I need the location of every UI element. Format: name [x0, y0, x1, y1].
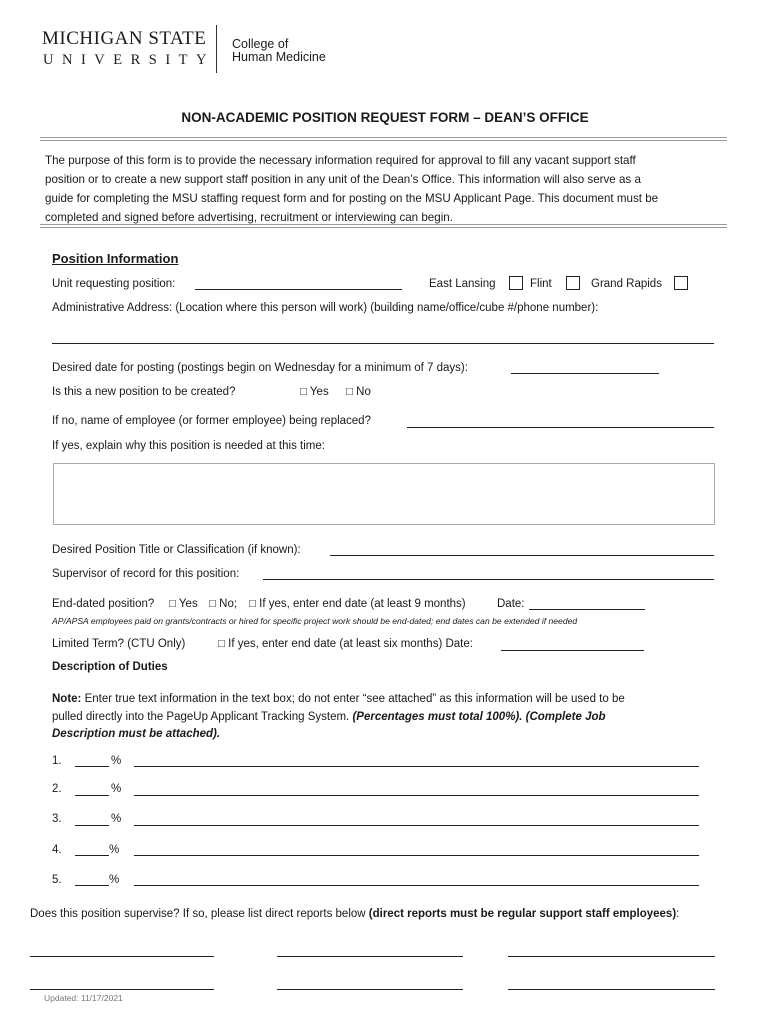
intro-line: The purpose of this form is to provide the necessary information required for approval to fill any vacant support staff — [45, 154, 636, 167]
direct-report-input[interactable] — [508, 989, 715, 990]
note-line2 — [52, 710, 606, 725]
replaced-label: If no, name of employee (or former employee) being replaced? — [52, 415, 371, 427]
flint-label: Flint — [530, 278, 552, 290]
direct-report-input[interactable] — [277, 989, 463, 990]
duty-number: 3. — [52, 813, 62, 825]
title-rule — [40, 137, 727, 141]
msu-logo-wordmark: MICHIGAN STATE — [42, 28, 207, 49]
duty-percent-sign: % — [111, 755, 122, 767]
posting-date-label: Desired date for posting (postings begin on Wednesday for a minimum of 7 days): — [52, 362, 468, 374]
direct-report-input[interactable] — [30, 956, 214, 957]
supervisor-input[interactable] — [263, 579, 714, 580]
end-dated-yes[interactable]: □ Yes — [169, 598, 198, 610]
supervisor-label: Supervisor of record for this position: — [52, 568, 240, 580]
duty-description-input[interactable] — [134, 766, 699, 767]
supervise-question-bold: (direct reports must be regular support staff employees) — [368, 908, 677, 920]
duty-number: 1. — [52, 755, 62, 767]
direct-report-input[interactable] — [277, 956, 463, 957]
msu-logo-university: UNIVERSITY — [43, 52, 215, 68]
limited-term-if-yes[interactable]: □ If yes, enter end date (at least six months) Date: — [218, 638, 473, 650]
end-dated-no[interactable]: □ No; — [209, 598, 238, 610]
flint-checkbox[interactable] — [566, 276, 580, 290]
address-input[interactable] — [52, 343, 714, 344]
note-label: Note: — [52, 693, 82, 705]
supervise-question — [30, 907, 679, 922]
position-info-heading: Position Information — [52, 251, 179, 266]
end-date-label: Date: — [497, 598, 525, 610]
new-position-yes[interactable]: □ Yes — [300, 386, 329, 398]
explain-textbox[interactable] — [53, 463, 715, 525]
direct-report-input[interactable] — [30, 989, 214, 990]
updated-date: Updated: 11/17/2021 — [44, 993, 123, 1003]
intro-line: position or to create a new support staff position in any unit of the Dean’s Office. This information will also serve as a — [45, 173, 641, 186]
end-dated-note: AP/APSA employees paid on grants/contracts or hired for specific project work should be end-dated; end dates can be extended if needed — [52, 616, 578, 626]
duties-heading: Description of Duties — [52, 661, 168, 673]
position-title-input[interactable] — [330, 555, 714, 556]
duty-percent-input[interactable] — [75, 766, 109, 767]
new-position-label: Is this a new position to be created? — [52, 386, 236, 398]
unit-label: Unit requesting position: — [52, 278, 176, 290]
note-text: Enter true text information in the text box; do not enter “see attached” as this information will be used to be — [84, 693, 625, 705]
supervise-colon: : — [676, 908, 680, 920]
unit-input[interactable] — [195, 289, 402, 290]
intro-line: completed and signed before advertising, recruitment or interviewing can begin. — [45, 211, 453, 224]
east-lansing-checkbox[interactable] — [509, 276, 523, 290]
note-line3: Description must be attached). — [52, 728, 221, 740]
intro-line: guide for completing the MSU staffing request form and for posting on the MSU Applicant Page. This document must be — [45, 192, 659, 205]
replaced-input[interactable] — [407, 427, 714, 428]
intro-rule — [40, 224, 727, 228]
duty-percent-input[interactable] — [75, 855, 109, 856]
direct-report-input[interactable] — [508, 956, 715, 957]
duty-percent-sign: % — [109, 844, 120, 856]
duty-percent-sign: % — [111, 813, 122, 825]
grand-rapids-label: Grand Rapids — [591, 278, 662, 290]
explain-label: If yes, explain why this position is needed at this time: — [52, 440, 325, 452]
note-line1 — [52, 692, 625, 707]
duty-description-input[interactable] — [134, 825, 699, 826]
duty-percent-input[interactable] — [75, 795, 109, 796]
note-percentages: (Percentages must total 100%). (Complete Job — [352, 711, 606, 723]
logo-divider — [216, 25, 217, 73]
duty-number: 4. — [52, 844, 62, 856]
duty-percent-input[interactable] — [75, 825, 109, 826]
college-name-line1: College of — [232, 37, 289, 51]
duty-number: 5. — [52, 874, 62, 886]
limited-term-label: Limited Term? (CTU Only) — [52, 638, 186, 650]
supervise-question-text: Does this position supervise? If so, please list direct reports below — [30, 908, 366, 920]
end-date-input[interactable] — [529, 609, 645, 610]
intro-paragraph — [45, 151, 658, 227]
position-title-label: Desired Position Title or Classification (if known): — [52, 544, 301, 556]
end-dated-label: End-dated position? — [52, 598, 155, 610]
east-lansing-label: East Lansing — [429, 278, 496, 290]
grand-rapids-checkbox[interactable] — [674, 276, 688, 290]
note-text: pulled directly into the PageUp Applicant Tracking System. — [52, 711, 350, 723]
duty-percent-sign: % — [109, 874, 120, 886]
duty-description-input[interactable] — [134, 795, 699, 796]
form-title: NON-ACADEMIC POSITION REQUEST FORM – DEAN’S OFFICE — [181, 110, 589, 125]
duty-description-input[interactable] — [134, 855, 699, 856]
duty-percent-input[interactable] — [75, 885, 109, 886]
limited-term-date-input[interactable] — [501, 650, 644, 651]
duty-percent-sign: % — [111, 783, 122, 795]
end-dated-if-yes[interactable]: □ If yes, enter end date (at least 9 months) — [249, 598, 466, 610]
duty-number: 2. — [52, 783, 62, 795]
new-position-no[interactable]: □ No — [346, 386, 371, 398]
duty-description-input[interactable] — [134, 885, 699, 886]
address-label: Administrative Address: (Location where this person will work) (building name/office/cube #/phone number): — [52, 302, 599, 314]
posting-date-input[interactable] — [511, 373, 659, 374]
college-name-line2: Human Medicine — [232, 50, 326, 64]
